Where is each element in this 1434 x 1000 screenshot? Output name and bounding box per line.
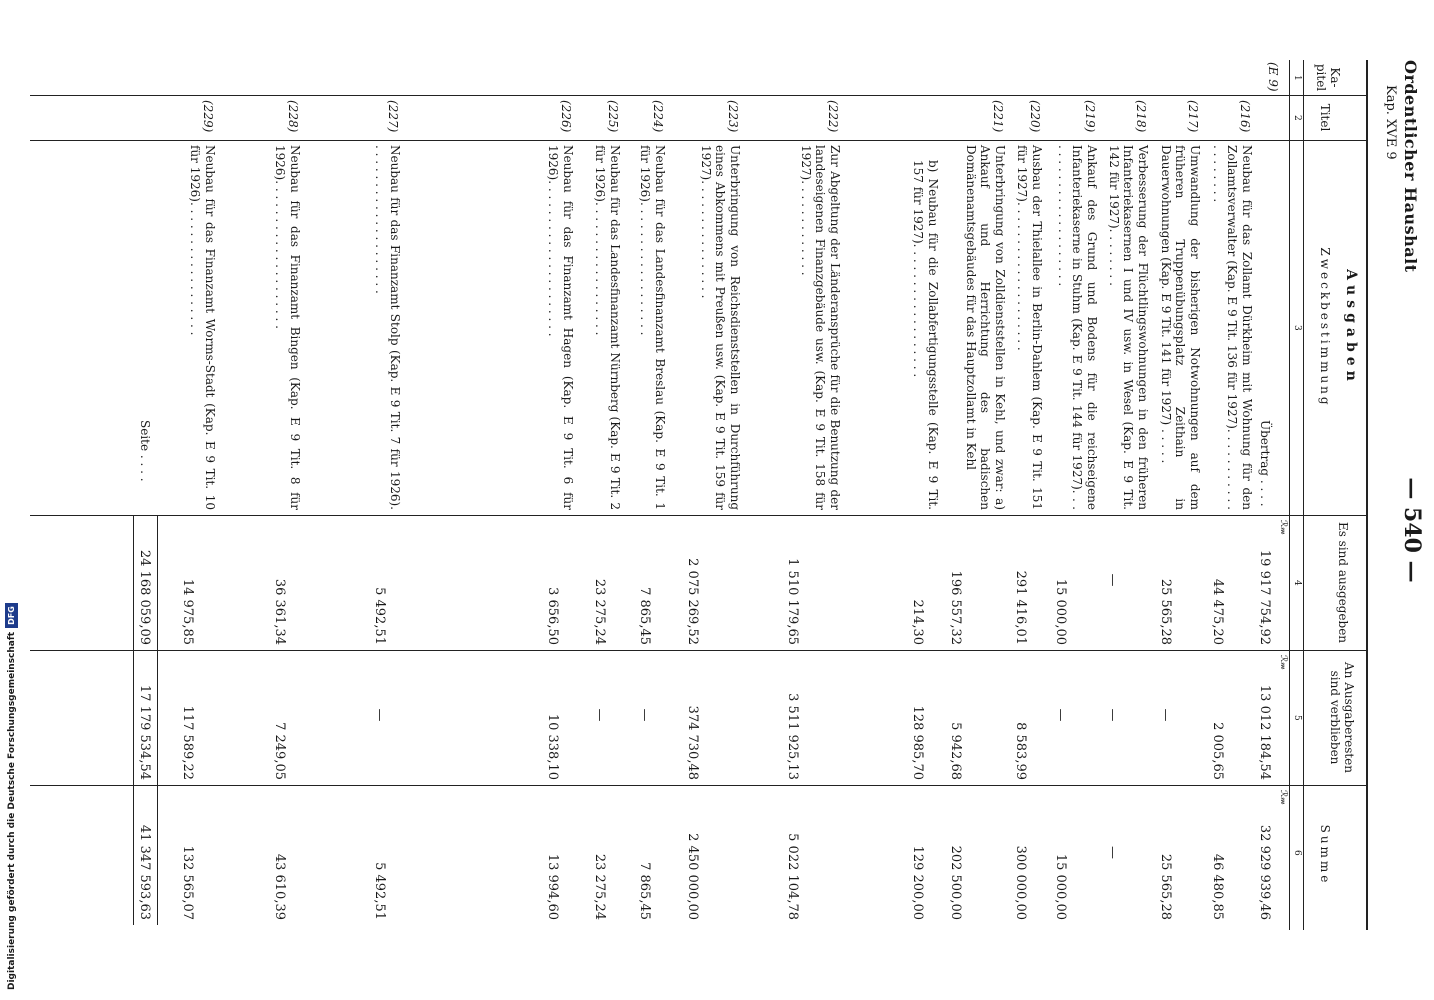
col-zweck: Zweckbestimmung [1318, 247, 1332, 408]
entry-verblieben: 7 249,05 [272, 722, 287, 780]
entry-text: Verbesserung der Flüchtlingswohnungen in den früheren Infanteriekasernen I und IV usw. in Wesel (Kap. E 9 Tit. 142 für 1927). . . . . . . . [1107, 145, 1150, 510]
entry-text: Ankauf des Grund und Bodens für die reichseigene Infanteriekaserne in Stuhm (Kap. E 9 Tit. 144 für 1927). . . . . . . . . . . . . . . . . . . . . . [1056, 145, 1099, 510]
col-no-6: 6 [1292, 850, 1302, 856]
entry-ausgegeben: 5 492,51 [372, 587, 387, 645]
entry-nr: (224) [651, 100, 665, 133]
col-titel: Titel [1318, 103, 1332, 132]
unit-6: ℛ𝓂 [1278, 790, 1288, 805]
entry-verblieben: 3 511 925,13 [785, 693, 800, 780]
col-summe: Summe [1318, 824, 1332, 886]
entry-ausgegeben: 23 275,24 [592, 578, 607, 645]
page-number: — 540 — [1399, 477, 1425, 583]
col-kapitel: Ka- pitel [1314, 63, 1342, 92]
unit-5: ℛ𝓂 [1278, 655, 1288, 670]
header-rule [1303, 60, 1304, 930]
entry-text: Neubau für das Finanzamt Hagen (Kap. E 9 Tit. 6 für 1926). . . . . . . . . . . . . . . . . . . . . [546, 145, 575, 510]
entry-verblieben: — [1158, 708, 1173, 722]
entry-summe: 2 450 000,00 [685, 833, 700, 920]
seite-summe: 41 347 593,63 [137, 824, 152, 920]
col-ausgaben: Ausgaben [1343, 269, 1359, 386]
entry-ausgegeben: 2 075 269,52 [685, 558, 700, 645]
entry-ausgegeben: 14 975,85 [180, 578, 195, 645]
entry-verblieben: — [372, 708, 387, 722]
entry-nr: (220) [1028, 100, 1042, 133]
entry-ausgegeben: 291 416,01 [1013, 570, 1028, 645]
entry-verblieben: 10 338,10 [545, 713, 560, 780]
entry-text: Ausbau der Thielallee in Berlin-Dahlem (Kap. E 9 Tit. 151 für 1927). . . . . . . . . . . . . . . . . . . . [1015, 145, 1044, 510]
top-rule [1366, 60, 1368, 930]
entry-text: Neubau für das Finanzamt Bingen (Kap. E 9 Tit. 8 für 1926). . . . . . . . . . . . . . . . . . . . [273, 145, 302, 510]
page-title: Ordentlicher Haushalt [1401, 60, 1420, 273]
col-ausgegeben: Es sind ausgegeben [1336, 521, 1350, 644]
entry-summe: 202 500,00 [948, 845, 963, 920]
sum-rule-2 [133, 515, 134, 925]
entry-nr: (222) [826, 100, 840, 133]
budget-sheet [30, 0, 1430, 920]
entry-summe: 13 994,60 [545, 853, 560, 920]
col-no-3: 3 [1292, 325, 1302, 331]
entry-summe: — [1105, 846, 1120, 859]
entry-ausgegeben: 196 557,32 [948, 570, 963, 645]
entry-ausgegeben: 15 000,00 [1053, 578, 1068, 645]
entry-nr: (219) [1083, 100, 1097, 133]
entry-verblieben: — [1053, 708, 1068, 722]
entry-summe: 15 000,00 [1053, 853, 1068, 920]
entry-summe: 5 022 104,78 [785, 833, 800, 920]
entry-ausgegeben: 7 865,45 [637, 587, 652, 645]
entry-nr: (226) [559, 100, 573, 133]
entry-nr: (223) [726, 100, 740, 133]
entry-text: Unterbringung von Zolldienststellen in Kehl, und zwar: a) Ankauf und Herrichtung des badischen Domänenamtsgebäudes für das Hauptzollamt in Kehl [964, 145, 1007, 510]
entry-verblieben: 2 005,65 [1210, 722, 1225, 780]
entry-summe: 129 200,00 [910, 845, 925, 920]
entry-summe: 7 865,45 [637, 862, 652, 920]
entry-verblieben: — [1105, 708, 1120, 722]
entry-ausgegeben: 36 361,34 [272, 578, 287, 645]
entry-ausgegeben: 44 475,20 [1210, 578, 1225, 645]
entry-verblieben: 5 942,68 [948, 722, 963, 780]
entry-ausgegeben: 25 565,28 [1158, 578, 1173, 645]
number-rule [1289, 60, 1290, 930]
entry-nr: (225) [606, 100, 620, 133]
entry-summe: 300 000,00 [1013, 845, 1028, 920]
seite-label: Seite . . . . [138, 420, 152, 482]
uebertrag-label: Übertrag . . . . [1258, 420, 1272, 507]
entry-verblieben: 117 589,22 [180, 705, 195, 780]
entry-verblieben: 8 583,99 [1013, 722, 1028, 780]
chapter-label: Kap. XVE 9 [1383, 85, 1398, 160]
entry-text: Neubau für das Landesfinanzamt Nürnberg (Kap. E 9 Tit. 2 für 1926). . . . . . . . . . . . . . . . . . [593, 145, 622, 510]
entry-text: b) Neubau für die Zollabfertigungsstelle (Kap. E 9 Tit. 157 für 1927). . . . . . . . . . . . . . . . . . [911, 160, 940, 510]
entry-text: Neubau für das Finanzamt Worms-Stadt (Kap. E 9 Tit. 10 für 1926). . . . . . . . . . . . . . . . . . [188, 145, 217, 510]
rotated-page [30, 0, 1430, 1000]
entry-nr: (228) [286, 100, 300, 133]
entry-text: Neubau für das Finanzamt Stolp (Kap. E 9 Tit. 7 für 1926). . . . . . . . . . . . . . . . . . . . . [373, 145, 402, 510]
entry-nr: (217) [1186, 100, 1200, 133]
entry-verblieben: 128 985,70 [910, 705, 925, 780]
uebertrag-ausgegeben: 19 917 754,92 [1257, 549, 1272, 645]
entry-nr: (221) [991, 100, 1005, 133]
kapitel-label: (E 9) [1266, 62, 1280, 92]
col-verblieben: An Ausgaberesten sind verblieben [1328, 661, 1356, 774]
entry-ausgegeben: 3 656,50 [545, 587, 560, 645]
entry-nr: (229) [201, 100, 215, 133]
entry-text: Unterbringung von Reichsdienststellen in Durchführung eines Abkommens mit Preußen usw. (Kap. E 9 Tit. 159 für 1927). . . . . . . . . . . . . . . . [699, 145, 742, 510]
entry-text: Neubau für das Landesfinanzamt Breslau (Kap. E 9 Tit. 1 für 1926). . . . . . . . . . . . . . . . . . [638, 145, 667, 510]
entry-verblieben: 374 730,48 [685, 705, 700, 780]
entry-summe: 46 480,85 [1210, 853, 1225, 920]
entry-text: Zur Abgeltung der Länderansprüche für die Benutzung der landeseigenen Finanzgebäude usw. (Kap. E 9 Tit. 158 für 1927). . . . . . . . . . . . . [799, 145, 842, 510]
col-no-2: 2 [1292, 115, 1302, 121]
digitization-credit [2, 600, 22, 990]
entry-summe: 25 565,28 [1158, 853, 1173, 920]
credit-text: Digitalisierung gefördert durch die Deutsche Forschungsgemeinschaft [7, 631, 17, 990]
uebertrag-summe: 32 929 939,46 [1257, 824, 1272, 920]
entry-verblieben: — [592, 708, 607, 722]
entry-verblieben: — [637, 708, 652, 722]
col-divider-2 [30, 140, 1368, 141]
entry-summe: 132 565,07 [180, 845, 195, 920]
entry-ausgegeben: 214,30 [910, 599, 925, 645]
entry-text: Umwandlung der bisherigen Notwohnungen auf dem früheren Truppenübungsplatz Zeithain in Dauerwohnungen (Kap. E 9 Tit. 141 für 1927) . . . . . [1159, 145, 1202, 510]
seite-ausgegeben: 24 168 059,09 [137, 549, 152, 645]
entry-summe: 23 275,24 [592, 853, 607, 920]
col-divider-1 [30, 95, 1368, 96]
entry-ausgegeben: — [1105, 573, 1120, 587]
unit-4: ℛ𝓂 [1278, 520, 1288, 535]
col-no-4: 4 [1292, 580, 1302, 586]
entry-nr: (218) [1134, 100, 1148, 133]
uebertrag-verblieben: 13 012 184,54 [1257, 684, 1272, 780]
entry-ausgegeben: 1 510 179,65 [785, 558, 800, 645]
entry-summe: 5 492,51 [372, 862, 387, 920]
col-no-1: 1 [1292, 75, 1302, 81]
entry-nr: (216) [1238, 100, 1252, 133]
entry-nr: (227) [386, 100, 400, 133]
col-no-5: 5 [1292, 715, 1302, 721]
entry-summe: 43 610,39 [272, 853, 287, 920]
dfg-logo: DFG [5, 603, 18, 628]
entry-text: Neubau für das Zollamt Dürkheim mit Wohnung für den Zollamtsverwalter (Kap. E 9 Tit. 136 für 1927). . . . . . . . . . . . . . . . . . . [1211, 145, 1254, 510]
seite-verblieben: 17 179 534,54 [137, 684, 152, 780]
sum-rule [157, 515, 158, 925]
